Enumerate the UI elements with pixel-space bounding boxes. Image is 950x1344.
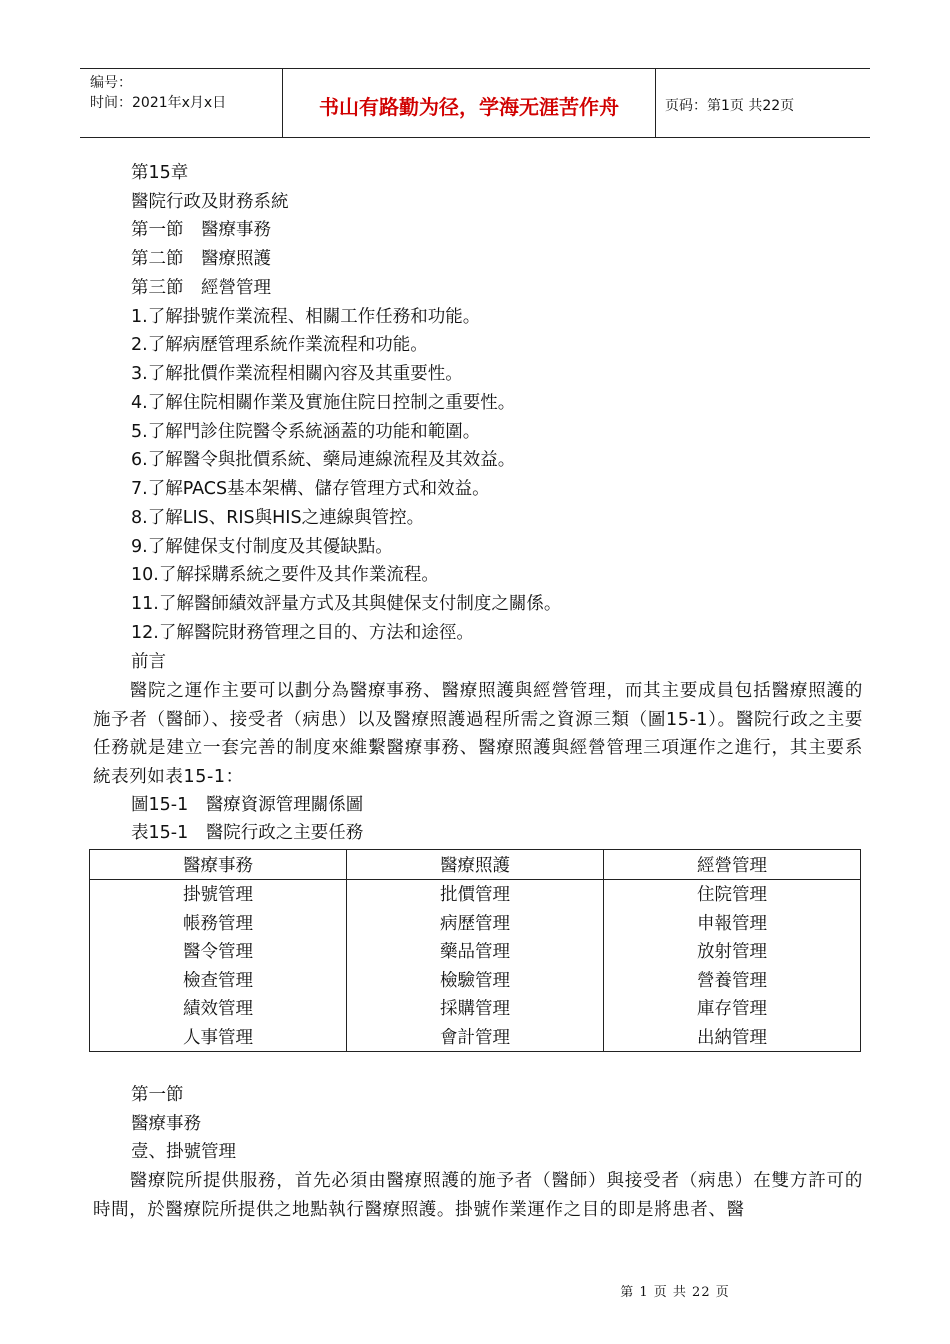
objective-item: 12.了解醫院財務管理之目的、方法和途徑。 (131, 623, 474, 643)
objective-item: 2.了解病歷管理系統作業流程和功能。 (131, 335, 428, 355)
table-cell: 出納管理 (604, 1022, 861, 1051)
table-row (90, 879, 861, 908)
table-row (90, 908, 861, 937)
table-row (90, 965, 861, 994)
table-header-cell: 醫療事務 (90, 850, 347, 880)
table-cell: 放射管理 (604, 937, 861, 966)
figure-caption: 圖15-1 醫療資源管理關係圖 (131, 795, 364, 815)
table-cell: 營養管理 (604, 965, 861, 994)
objective-item: 11.了解醫師績效評量方式及其與健保支付制度之關係。 (131, 594, 562, 614)
table-caption: 表15-1 醫院行政之主要任務 (131, 823, 364, 843)
table-cell: 會計管理 (347, 1022, 604, 1051)
objective-item: 8.了解LIS、RIS與HIS之連線與管控。 (131, 508, 425, 528)
table-cell: 住院管理 (604, 879, 861, 908)
table-cell: 檢查管理 (90, 965, 347, 994)
objective-item: 3.了解批價作業流程相關內容及其重要性。 (131, 364, 463, 384)
header-time: 时间：2021年x月x日 (90, 95, 227, 111)
header-code: 编号： (90, 75, 132, 91)
table-row (90, 937, 861, 966)
objective-item: 9.了解健保支付制度及其優缺點。 (131, 537, 393, 557)
page-footer (0, 1281, 950, 1300)
table-cell: 掛號管理 (90, 879, 347, 908)
admin-tasks-table (89, 849, 861, 1052)
table-header-row (90, 850, 861, 880)
objective-item: 6.了解醫令與批價系統、藥局連線流程及其效益。 (131, 450, 516, 470)
header-meta (90, 73, 226, 113)
section-list-item: 第三節 經營管理 (131, 278, 271, 298)
table-row (90, 1022, 861, 1051)
subsection-heading: 壹、掛號管理 (131, 1142, 236, 1162)
table-cell: 採購管理 (347, 994, 604, 1023)
table-cell: 帳務管理 (90, 908, 347, 937)
objective-item: 10.了解採購系統之要件及其作業流程。 (131, 565, 439, 585)
section-subtitle: 醫療事務 (131, 1114, 201, 1134)
chapter-title: 醫院行政及財務系統 (131, 192, 289, 212)
section-list-item: 第二節 醫療照護 (131, 249, 271, 269)
objective-item: 7.了解PACS基本架構、儲存管理方式和效益。 (131, 479, 490, 499)
table-cell: 藥品管理 (347, 937, 604, 966)
table-cell: 申報管理 (604, 908, 861, 937)
objective-item: 4.了解住院相關作業及實施住院日控制之重要性。 (131, 393, 516, 413)
document-header (80, 68, 870, 138)
table-row (90, 994, 861, 1023)
table-cell: 批價管理 (347, 879, 604, 908)
table-cell: 人事管理 (90, 1022, 347, 1051)
footer-page-number: 第 1 页 共 22 页 (620, 1285, 730, 1300)
intro-paragraph: 醫院之運作主要可以劃分為醫療事務、醫療照護與經營管理，而其主要成員包括醫療照護的施予者（醫師）、接受者（病患）以及醫療照護過程所需之資源三類（圖15-1）。醫院行政之主要任務就是建立一套完善的制度來維繫醫療事務、醫療照護與經營管理三項運作之進行，其主要系統表列如表15-1： (93, 681, 863, 788)
objective-item: 5.了解門診住院醫令系統涵蓋的功能和範圍。 (131, 422, 481, 442)
section-title: 第一節 (131, 1085, 184, 1105)
table-header-cell: 醫療照護 (347, 850, 604, 880)
table-cell: 績效管理 (90, 994, 347, 1023)
preface-heading: 前言 (131, 652, 166, 672)
chapter-number: 第15章 (131, 163, 189, 183)
section-list-item: 第一節 醫療事務 (131, 220, 271, 240)
table-cell: 病歷管理 (347, 908, 604, 937)
header-page-number: 页码：第1页 共22页 (665, 98, 795, 114)
table-cell: 庫存管理 (604, 994, 861, 1023)
body-paragraph: 醫療院所提供服務，首先必須由醫療照護的施予者（醫師）與接受者（病患）在雙方許可的時間，於醫療院所提供之地點執行醫療照護。掛號作業運作之目的即是將患者、醫 (93, 1171, 863, 1220)
header-divider (655, 69, 656, 137)
objective-item: 1.了解掛號作業流程、相關工作任務和功能。 (131, 307, 481, 327)
table-header-cell: 經營管理 (604, 850, 861, 880)
table-cell: 醫令管理 (90, 937, 347, 966)
table-cell: 檢驗管理 (347, 965, 604, 994)
header-motto: 书山有路勤为径，学海无涯苦作舟 (319, 95, 619, 119)
